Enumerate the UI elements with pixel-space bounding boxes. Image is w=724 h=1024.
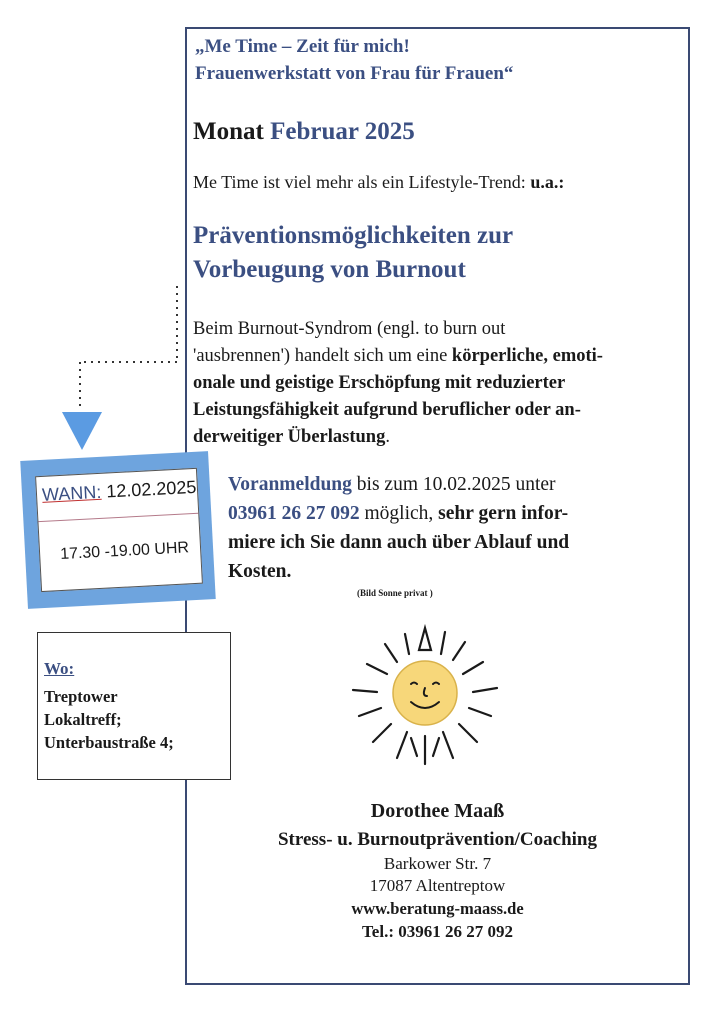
registration-phone: 03961 26 27 092 [228, 503, 360, 524]
month-value: Februar 2025 [270, 118, 415, 145]
arrow-down-icon [62, 412, 102, 450]
registration-line-1: Voranmeldung bis zum 10.02.2025 unter [228, 474, 556, 495]
burnout-line-3: onale und geistige Erschöpfung mit reduzierter [193, 373, 566, 393]
signature-title: Stress- u. Burnoutprävention/Coaching [277, 829, 597, 850]
burnout-paragraph [193, 316, 673, 451]
header-line-1: „Me Time – Zeit für mich! [195, 36, 410, 57]
wann-label: WANN: [41, 481, 102, 505]
wann-card [35, 468, 203, 592]
wo-line-2: Lokaltreff; [44, 710, 122, 729]
signature-phone: Tel.: 03961 26 27 092 [362, 922, 513, 941]
wo-line-1: Treptower [44, 687, 118, 706]
signature-street: Barkower Str. 7 [383, 854, 492, 873]
burnout-line-2: 'ausbrennen') handelt sich um eine körperliche, emoti- [193, 346, 603, 366]
wo-label: Wo: [44, 659, 75, 678]
header-line-2: Frauenwerkstatt von Frau für Frauen“ [195, 63, 514, 84]
month-label: Monat [193, 118, 264, 145]
intro-bold: u.a.: [530, 172, 565, 192]
wann-time: 17.30 -19.00 UHR [59, 539, 190, 564]
signature-city: 17087 Altentreptow [369, 876, 506, 895]
registration-line-2: 03961 26 27 092 möglich, sehr gern infor- [228, 503, 569, 524]
wann-divider [38, 513, 198, 522]
intro-text [193, 172, 564, 193]
prevention-title-line-2: Vorbeugung von Burnout [193, 256, 466, 283]
intro-plain: Me Time ist viel mehr als ein Lifestyle-Trend: [193, 172, 531, 192]
burnout-line-4: Leistungsfähigkeit aufgrund beruflicher oder an- [193, 400, 581, 420]
registration-line-3: miere ich Sie dann auch über Ablauf und [228, 532, 570, 553]
registration-paragraph [228, 470, 683, 586]
burnout-line-1: Beim Burnout-Syndrom (engl. to burn out [193, 319, 506, 339]
image-credit: (Bild Sonne privat ) [357, 588, 433, 598]
wann-date: 12.02.2025 [105, 476, 197, 502]
signature-website: www.beratung-maass.de [351, 899, 524, 918]
month-heading [193, 118, 415, 146]
wann-box [20, 451, 215, 609]
registration-label: Voranmeldung [228, 474, 352, 495]
prevention-title-line-1: Präventionsmöglichkeiten zur [193, 222, 514, 249]
burnout-line-5: derweitiger Überlastung. [193, 427, 390, 447]
wo-line-3: Unterbaustraße 4; [44, 733, 174, 752]
signature-name: Dorothee Maaß [370, 800, 505, 822]
wo-box [37, 632, 231, 780]
dotted-connector [60, 282, 190, 462]
registration-line-4: Kosten. [228, 561, 292, 582]
wann-date-line [42, 477, 197, 506]
sun-illustration [345, 618, 505, 768]
